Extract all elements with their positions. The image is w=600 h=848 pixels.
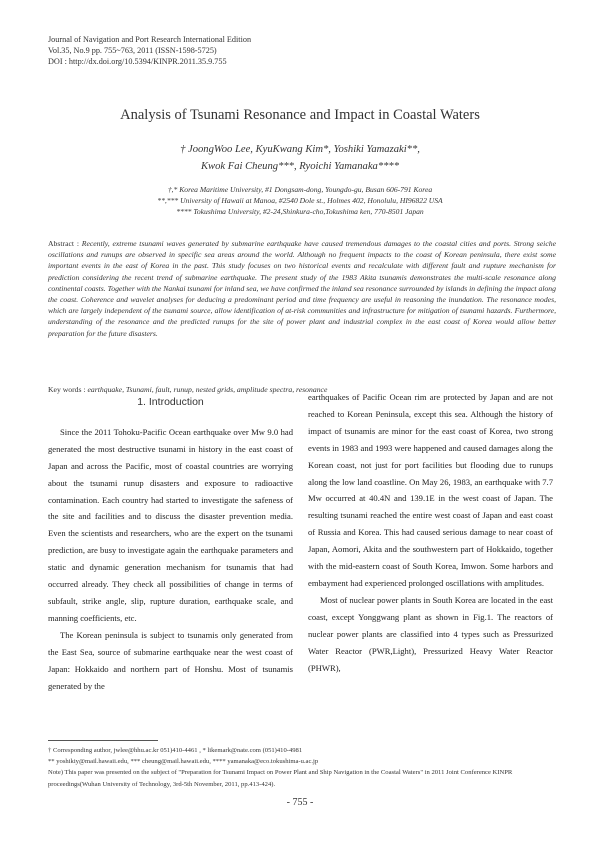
footnote-note: Note) This paper was presented on the subject of "Preparation for Tsunami Impact on Power Plant and Ship Navigation in the Coastal Waters" in 2011 Joint Conference KINPR proceedings(Wuhan University of Technology, 3rd-5th November, 2011, pp.413-424). [48,769,513,788]
authors-line-1: † JoongWoo Lee, KyuKwang Kim*, Yoshiki Yamazaki**, [180,144,420,155]
affiliation-2: **,*** University of Hawaii at Manoa, #2540 Dole st., Holmes 402, Honolulu, HI96822 USA [157,196,443,206]
keywords-label: Key words : [48,385,88,394]
footnote-corresponding: † Corresponding author, jwlee@hhu.ac.kr 051)410-4461 , * likemark@nate.com (051)410-4981 [48,747,303,754]
paragraph: The Korean peninsula is subject to tsunamis only generated from the East Sea, source of submarine earthquake near the west coast of Japan: Hokkaido and northern part of Honshu. Most of tsunamis generated by the [48,629,293,691]
journal-doi: DOI : http://dx.doi.org/10.5394/KINPR.2011.35.9.755 [48,57,227,66]
authors-line-2: Kwok Fai Cheung***, Ryoichi Yamanaka**** [200,161,400,172]
paragraph: Since the 2011 Tohoku-Pacific Ocean earthquake over Mw 9.0 had generated the most destructive tsunami in history in the east coast of Japan and across the Pacific, most of coastal countries are worrying about the tsunami runup disasters and exposure to radioactive contamination. Each country had started to investigate the safeness of the site and facilities and to discuss the disaster prevention media. Even the scientists and researchers, who are the expert on the tsunami prediction, are busy to investigate again the earthquake parameters and static and dynamic generation mechanism for tsunamis that had occurred already. They check all possibilities of change in terms of subfault, strike angle, slip, rupture duration, earthquake scale, and manning coefficients, etc. [48,426,293,623]
journal-volume: Vol.35, No.9 pp. 755~763, 2011 (ISSN-1598-5725) [48,46,217,55]
author-list [0,141,600,175]
page-number: - 755 - [286,797,314,808]
footnote-emails: ** yoshikiy@mail.hawaii.edu, *** cheung@mail.hawaii.edu, **** yamanaka@eco.tokushima-u.ac.jp [48,758,319,766]
paragraph: Most of nuclear power plants in South Korea are located in the east coast, except Yonggwang plant as shown in Fig.1. The reactors of nuclear power plants are classified into 4 types such as Pressurized Water Reactor (PWR,Light), Pressurized Heavy Water Reactor (PHWR), [308,594,553,673]
paper-title: Analysis of Tsunami Resonance and Impact in Coastal Waters [120,107,480,123]
footnote-divider [48,740,158,741]
abstract-text: Recently, extreme tsunami waves generated by submarine earthquake have caused tremendous damages to the coastal cities and ports. Strong seiche oscillations and runups are observed in specific sea areas around the world. Although no frequent impacts to the coast of Korean peninsula, there exist some important events in the east of Korea in the past. This study focuses on two historical events and recalculate with different fault and rupture mechanism for prediction considering the recent trend of submarine earthquake. The present study of the 1983 Akita tsunamis demonstrates the multi-scale resonance along continental coasts. Together with the Nankai tsunami for inland sea, we have confirmed the inland sea resonance surrounded by islands in defining the impact along the coast. Coherence and wavelet analyses for deducing a predominant period and time frequency are useful in reasoning the inundation. The resonance modes, which are largely independent of the tsunami source, allow identification of at-risk communities and infrastructure for mitigation of tsunami hazards. Furthermore, understanding of the resonance and the predicted runups for the site of power plant and industrial complex in the east coast of Korea would allow better preparation for the future disasters. [48,239,556,338]
left-column [48,394,293,694]
affiliations [0,184,600,218]
journal-header [48,34,251,67]
keywords-text: earthquake, Tsunami, fault, runup, nested grids, amplitude spectra, resonance [87,385,328,394]
section-heading: 1. Introduction [137,396,204,408]
paragraph: earthquakes of Pacific Ocean rim are protected by Japan and are not reached to Korean Peninsula, except this sea. Although the history of impact of tsunamis are minor for the east coast of Korea, two strong events in 1983 and 1993 were happened and caused damages along the Korean coast, not just for port facilities but flooding due to runups along the low land coastline. On May 26, 1983, an earthquake with 7.7 Mw occurred at 40.4N and 139.1E in the west coast of Japan. The resulting tsunami reached the entire west coast of Japan and east coast of Russia and Korea. This had caused serious damage to near coast of Japan, Aomori, Akita and the southwestern part of Hokkaido, together with the mid-eastern coast of South Korea, Imwon. Some harbors and embayment had experienced prolonged oscillations with amplitudes. [308,392,553,588]
affiliation-3: **** Tokushima University, #2-24,Shinkura-cho,Tokushima ken, 770-8501 Japan [176,207,424,217]
right-column [308,389,553,676]
abstract [48,238,556,339]
abstract-label: Abstract : [48,239,82,248]
journal-name: Journal of Navigation and Port Research International Edition [48,35,252,44]
footnotes [48,745,556,790]
affiliation-1: †,* Korea Maritime University, #1 Dongsam-dong, Youngdo-gu, Busan 606-791 Korea [167,185,433,194]
